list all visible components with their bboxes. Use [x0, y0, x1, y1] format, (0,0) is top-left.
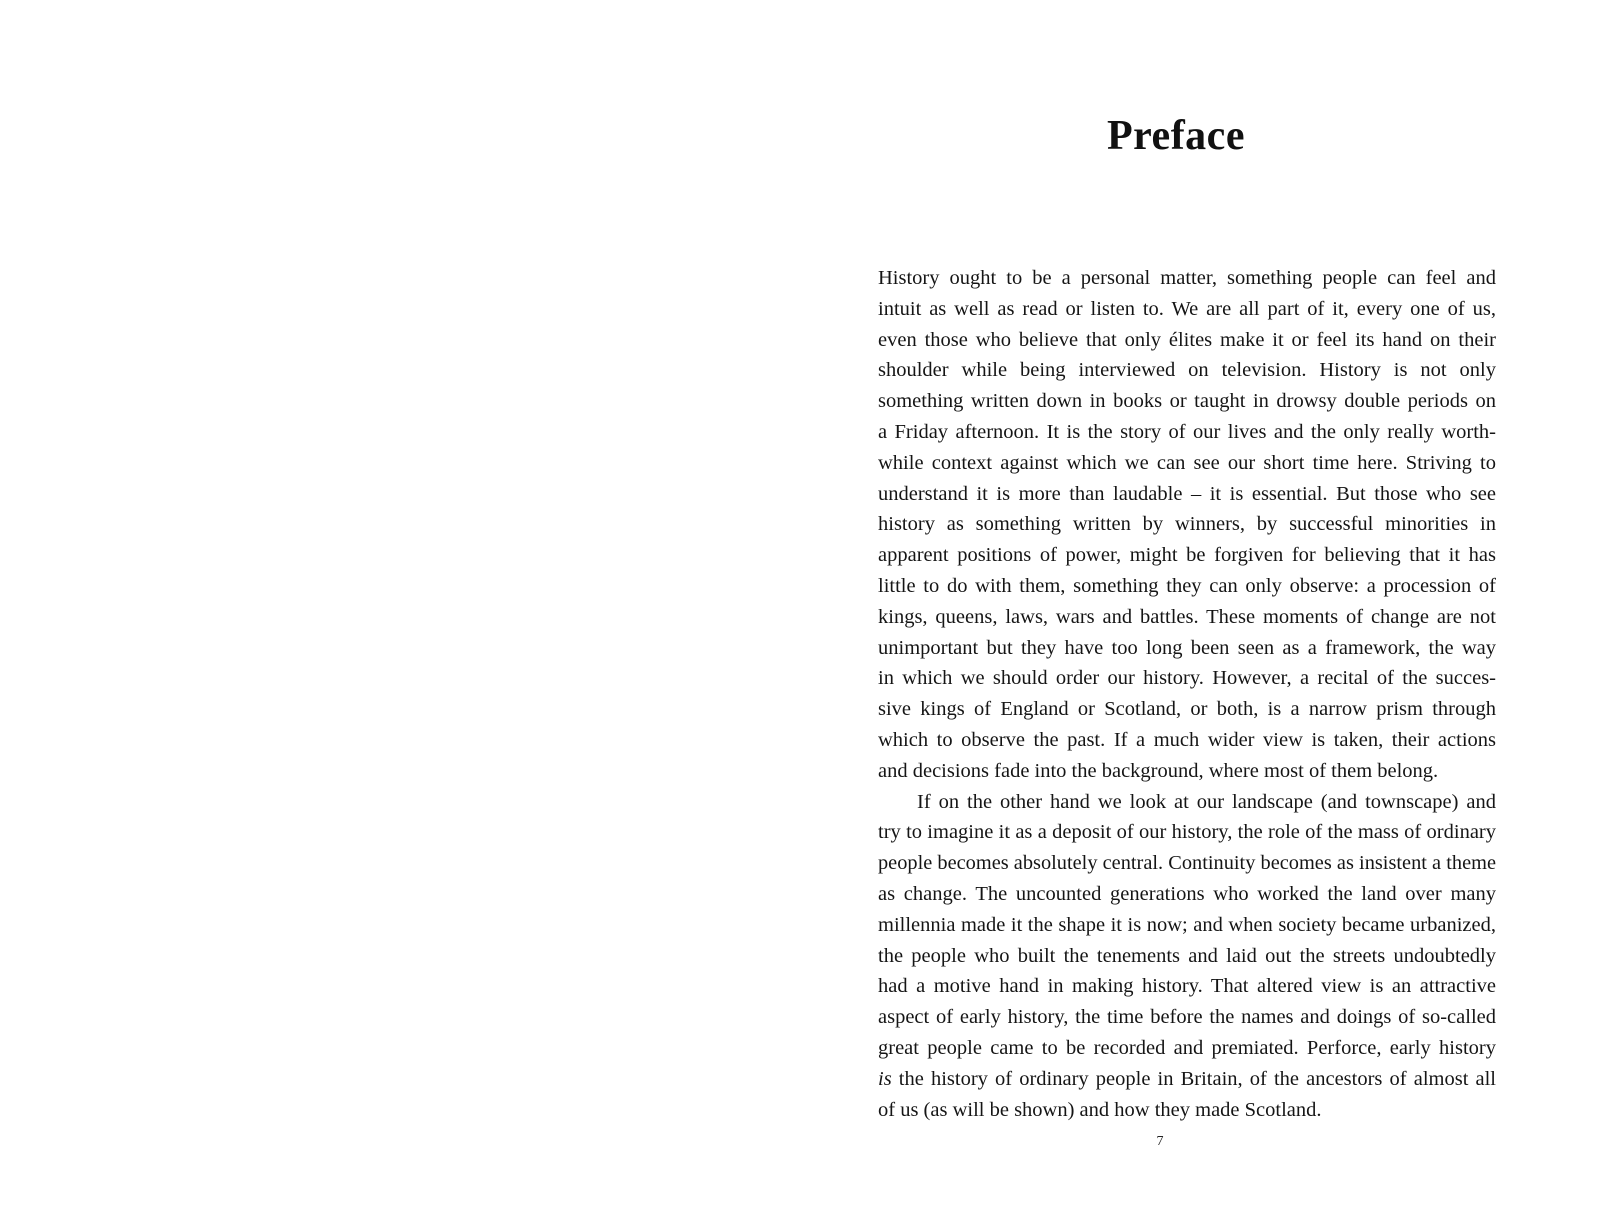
text-line: apparent positions of power, might be forgiven for believing that it has	[878, 544, 1496, 567]
text-line-with-emphasis	[878, 1064, 1496, 1095]
text-line: shoulder while being interviewed on television. History is not only	[878, 359, 1496, 382]
page-title: Preface	[1107, 113, 1245, 159]
text-line: had a motive hand in making history. That altered view is an attractive	[878, 975, 1496, 998]
text-line: and decisions fade into the background, where most of them belong.	[878, 759, 1439, 782]
text-line: kings, queens, laws, wars and battles. These moments of change are not	[878, 605, 1496, 628]
page-number: 7	[1156, 1134, 1164, 1149]
paragraph-2	[878, 787, 1496, 1126]
text-line: try to imagine it as a deposit of our history, the role of the mass of ordinary	[878, 821, 1496, 844]
text-line: while context against which we can see our short time here. Striving to	[878, 451, 1496, 474]
text-line: understand it is more than laudable – it is essential. But those who see	[878, 482, 1496, 505]
text-line: unimportant but they have too long been seen as a framework, the way	[878, 636, 1496, 659]
text-line: the people who built the tenements and laid out the streets undoubtedly	[878, 944, 1496, 967]
text-line: millennia made it the shape it is now; and when society became urbanized,	[878, 913, 1496, 936]
emphasis-line-rest: the history of ordinary people in Britain, of the ancestors of almost all	[891, 1067, 1496, 1090]
preface-body	[878, 263, 1496, 1125]
text-line: If on the other hand we look at our landscape (and townscape) and	[917, 790, 1496, 813]
text-line: something written down in books or taught in drowsy double periods on	[878, 390, 1496, 413]
text-line: which to observe the past. If a much wider view is taken, their actions	[878, 728, 1496, 751]
text-line: sive kings of England or Scotland, or both, is a narrow prism through	[878, 698, 1496, 721]
text-line: history as something written by winners, by successful minorities in	[878, 513, 1496, 536]
text-line: aspect of early history, the time before the names and doings of so-called	[878, 1006, 1496, 1029]
text-line: even those who believe that only élites make it or feel its hand on their	[878, 328, 1496, 351]
text-line: intuit as well as read or listen to. We are all part of it, every one of us,	[878, 297, 1496, 320]
text-line: as change. The uncounted generations who worked the land over many	[878, 882, 1496, 905]
right-page	[800, 0, 1600, 1228]
text-line: great people came to be recorded and premiated. Perforce, early history	[878, 1036, 1496, 1059]
text-line: people becomes absolutely central. Continuity becomes as insistent a theme	[878, 852, 1496, 875]
text-line: little to do with them, something they can only observe: a procession of	[878, 574, 1496, 597]
emphasized-word: is	[878, 1067, 892, 1090]
paragraph-1	[878, 263, 1496, 787]
text-line: a Friday afternoon. It is the story of our lives and the only really worth-	[878, 420, 1496, 443]
text-line: History ought to be a personal matter, something people can feel and	[878, 267, 1496, 289]
text-line: of us (as will be shown) and how they made Scotland.	[878, 1098, 1322, 1121]
text-line: in which we should order our history. However, a recital of the succes-	[878, 667, 1496, 690]
